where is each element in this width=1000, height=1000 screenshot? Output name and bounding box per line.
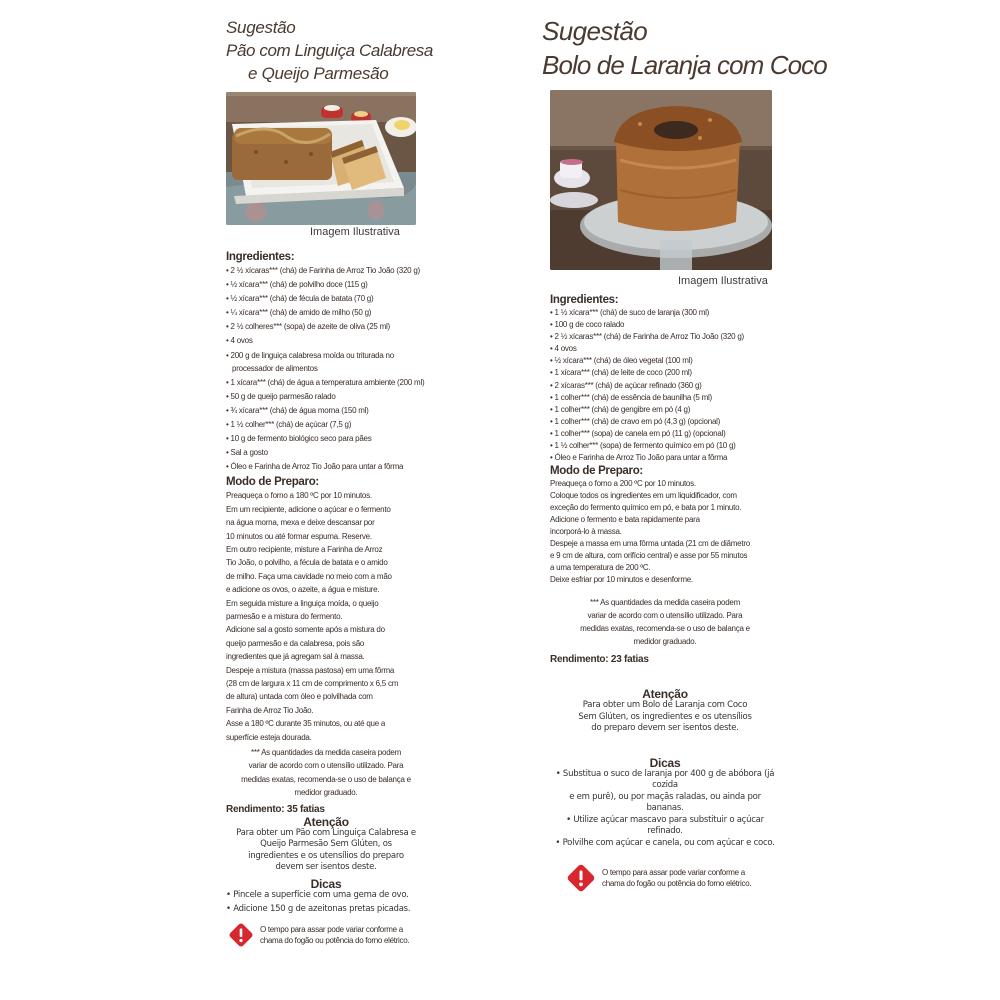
list-item: • 1 ½ xícara*** (chá) de suco de laranja (300 ml) <box>550 308 710 317</box>
method-line: 10 minutos ou até formar espuma. Reserve. <box>226 531 372 541</box>
list-item: • 2 ½ colheres*** (sopa) de azeite de oliva (25 ml) <box>226 322 390 332</box>
attention-title: Atenção <box>303 814 349 829</box>
list-item: • 200 g de linguiça calabresa moída ou triturada no <box>226 350 394 360</box>
tip-item: • Substitua o suco de laranja por 400 g de abóbora (já cozida <box>555 768 775 791</box>
tip-item: • Utilize açúcar mascavo para substituir o açúcar refinado. <box>566 814 764 837</box>
image-caption: Imagem Ilustrativa <box>678 275 768 287</box>
note-line: variar de acordo com o utensílio utilizado. Para <box>248 761 404 771</box>
method-line: Despeje a mistura (massa pastosa) em uma fôrma <box>226 665 395 675</box>
attention-title: Atenção <box>642 687 688 702</box>
tip-item: e em purê), ou por maçãs raladas, ou ainda por bananas. <box>569 791 761 814</box>
attention-line: Sem Glúten, os ingredientes e os utensílios <box>578 711 752 722</box>
tip-item: • Polvilhe com açúcar e canela, ou com açúcar e coco. <box>555 837 775 848</box>
yield-text: Rendimento: 23 fatias <box>550 654 649 666</box>
method-line: (28 cm de largura x 11 cm de comprimento x 6,5 cm <box>226 679 399 688</box>
method-title: Modo de Preparo: <box>226 476 319 489</box>
method-line: ingredientes que já agregam sal à massa. <box>226 652 365 662</box>
list-item: • Óleo e Farinha de Arroz Tio João para untar a fôrma <box>226 462 404 472</box>
method-line: Tio João, o polvilho, a fécula de batata e o amido <box>226 558 388 568</box>
method-text <box>226 489 426 744</box>
list-item: • Sal a gosto <box>226 448 268 458</box>
recipe-body <box>550 293 780 893</box>
method-line: incorporá-lo à massa. <box>550 527 622 537</box>
measure-note <box>226 746 426 800</box>
list-item: • 2 ½ xícaras*** (chá) de Farinha de Arroz Tio João (320 g) <box>550 332 744 342</box>
list-item: processador de alimentos <box>232 363 318 373</box>
method-line: parmesão e a mistura do fermento. <box>226 611 343 621</box>
list-item: • 10 g de fermento biológico seco para pães <box>226 434 372 444</box>
method-text <box>550 478 780 586</box>
attention-line: Queijo Parmesão Sem Glúten, os <box>260 839 392 850</box>
attention-line: devem ser isentos deste. <box>275 862 377 873</box>
attention-section <box>226 816 426 890</box>
ingredients-title: Ingredientes: <box>550 294 619 306</box>
attention-line: do preparo devem ser isentos deste. <box>591 723 739 734</box>
attention-line: Para obter um Bolo de Laranja com Coco <box>582 700 748 711</box>
tips-title: Dicas <box>310 876 342 891</box>
method-line: Adicione sal a gosto somente após a mistura do <box>226 625 385 635</box>
warning-text <box>260 924 409 946</box>
method-line: e 9 cm de altura, com orifício central) e asse por 55 minutos <box>550 551 748 561</box>
method-line: Em seguida misture a linguiça moída, o queijo <box>226 598 379 608</box>
tips-list <box>550 769 780 850</box>
tips-title: Dicas <box>649 755 681 770</box>
list-item: • 1 ½ colher*** (chá) de açúcar (7,5 g) <box>226 419 352 429</box>
method-line: Despeje a massa em uma fôrma untada (21 cm de diâmetro <box>550 539 750 549</box>
method-line: a uma temperatura de 200 ºC. <box>550 563 651 573</box>
list-item: • 2 ½ xícaras*** (chá) de Farinha de Arroz Tio João (320 g) <box>226 266 420 275</box>
warning-line: chama do fogão ou potência do forno elétrico. <box>602 879 752 889</box>
list-item: • 1 colher*** (sopa) de canela em pó (11 g) (opcional) <box>550 428 726 438</box>
list-item: • 4 ovos <box>226 336 253 346</box>
ingredients-list <box>550 307 780 464</box>
method-line: superfície esteja dourada. <box>226 732 312 742</box>
list-item: • 1 ½ colher*** (sopa) de fermento químico em pó (10 g) <box>550 441 736 451</box>
method-line: e adicione os ovos, o azeite, a água e misture. <box>226 585 380 595</box>
list-item: • ½ xícara*** (chá) de polvilho doce (115 g) <box>226 280 368 290</box>
recipe-body <box>226 250 426 948</box>
attention-section <box>550 688 780 769</box>
warning-box <box>228 922 426 948</box>
note-line: medidas exatas, recomenda-se o uso de balança e <box>241 774 411 784</box>
warning-icon <box>566 863 596 893</box>
warning-icon <box>228 922 254 948</box>
method-line: Preaqueça o forno a 200 ºC por 10 minutos. <box>550 479 696 489</box>
method-line: de milho. Faça uma cavidade no meio com a mão <box>226 571 392 581</box>
note-line: *** As quantidades da medida caseira podem <box>250 748 402 758</box>
list-item: • 1 colher*** (chá) de gengibre em pó (4 g) <box>550 404 691 414</box>
tip-item: • Pincele a superfície com uma gema de ovo. <box>226 889 409 900</box>
method-line: Deixe esfriar por 10 minutos e desenforme. <box>550 575 693 585</box>
list-item: • 4 ovos <box>550 344 577 354</box>
method-line: Em um recipiente, adicione o açúcar e o fermento <box>226 504 391 514</box>
attention-line: Para obter um Pão com Linguiça Calabresa e <box>236 827 416 838</box>
method-title: Modo de Preparo: <box>550 465 643 478</box>
note-line: medidas exatas, recomenda-se o uso de balança e <box>580 624 750 634</box>
warning-text <box>602 867 751 889</box>
recipe-title: Bolo de Laranja com Coco <box>542 50 827 80</box>
note-line: medidor graduado. <box>294 788 358 798</box>
measure-note <box>550 596 780 648</box>
recipe-title-line2: e Queijo Parmesão <box>248 64 389 83</box>
ingredients-list <box>226 264 426 474</box>
suggestion-label: Sugestão <box>542 16 648 46</box>
note-line: *** As quantidades da medida caseira podem <box>589 598 741 608</box>
note-line: variar de acordo com o utensílio utilizado. Para <box>587 611 743 621</box>
method-line: Em outro recipiente, misture a Farinha de Arroz <box>226 544 383 554</box>
list-item: • 1 xícara*** (chá) de água a temperatura ambiente (200 ml) <box>226 377 425 387</box>
list-item: • 1 colher*** (chá) de essência de baunilha (5 ml) <box>550 392 712 402</box>
method-line: de altura) untada com óleo e polvilhada com <box>226 692 373 702</box>
method-line: na água morna, mexa e deixe descansar por <box>226 518 375 528</box>
method-line: queijo parmesão e da calabresa, pois são <box>226 638 365 648</box>
method-line: Farinha de Arroz Tio João. <box>226 705 314 715</box>
warning-line: O tempo para assar pode variar conforme a <box>260 924 403 934</box>
list-item: • 50 g de queijo parmesão ralado <box>226 391 336 401</box>
warning-line: O tempo para assar pode variar conforme a <box>602 868 745 878</box>
list-item: • 1 colher*** (chá) de cravo em pó (4,3 g) (opcional) <box>550 416 721 426</box>
warning-box <box>566 863 780 893</box>
list-item: • 1 xícara*** (chá) de leite de coco (200 ml) <box>550 368 692 378</box>
list-item: • 100 g de coco ralado <box>550 320 625 330</box>
warning-line: chama do fogão ou potência do forno elétrico. <box>260 935 410 945</box>
suggestion-label: Sugestão <box>226 18 296 37</box>
ingredients-title: Ingredientes: <box>226 251 295 263</box>
method-line: Preaqueça o forno a 180 ºC por 10 minutos. <box>226 491 372 501</box>
list-item: • ¼ xícara*** (chá) de amido de milho (50 g) <box>226 308 372 318</box>
list-item: • ½ xícara*** (chá) de fécula de batata (70 g) <box>226 294 374 304</box>
list-item: • ½ xícara*** (chá) de óleo vegetal (100 ml) <box>550 356 693 366</box>
method-line: Asse a 180 ºC durante 35 minutos, ou até que a <box>226 719 386 729</box>
method-line: exceção do fermento químico em pó, e bata por 1 minuto. <box>550 503 742 513</box>
list-item: • ¾ xícara*** (chá) de água morna (150 ml) <box>226 405 369 415</box>
recipe-title-line1: Pão com Linguiça Calabresa <box>226 41 433 60</box>
yield-text: Rendimento: 35 fatias <box>226 803 325 815</box>
bread-photo <box>226 92 416 225</box>
list-item: • Óleo e Farinha de Arroz Tio João para untar a fôrma <box>550 453 728 463</box>
attention-line: ingredientes e os utensílios do preparo <box>248 850 404 861</box>
cake-photo <box>550 90 772 270</box>
method-line: Coloque todos os ingredientes em um liquidificador, com <box>550 491 737 501</box>
method-line: Adicione o fermento e bata rapidamente para <box>550 515 700 525</box>
image-caption: Imagem Ilustrativa <box>310 226 400 238</box>
list-item: • 2 xícaras*** (chá) de açúcar refinado (360 g) <box>550 380 702 390</box>
tip-item: • Adicione 150 g de azeitonas pretas picadas. <box>226 904 411 915</box>
note-line: medidor graduado. <box>633 637 697 647</box>
